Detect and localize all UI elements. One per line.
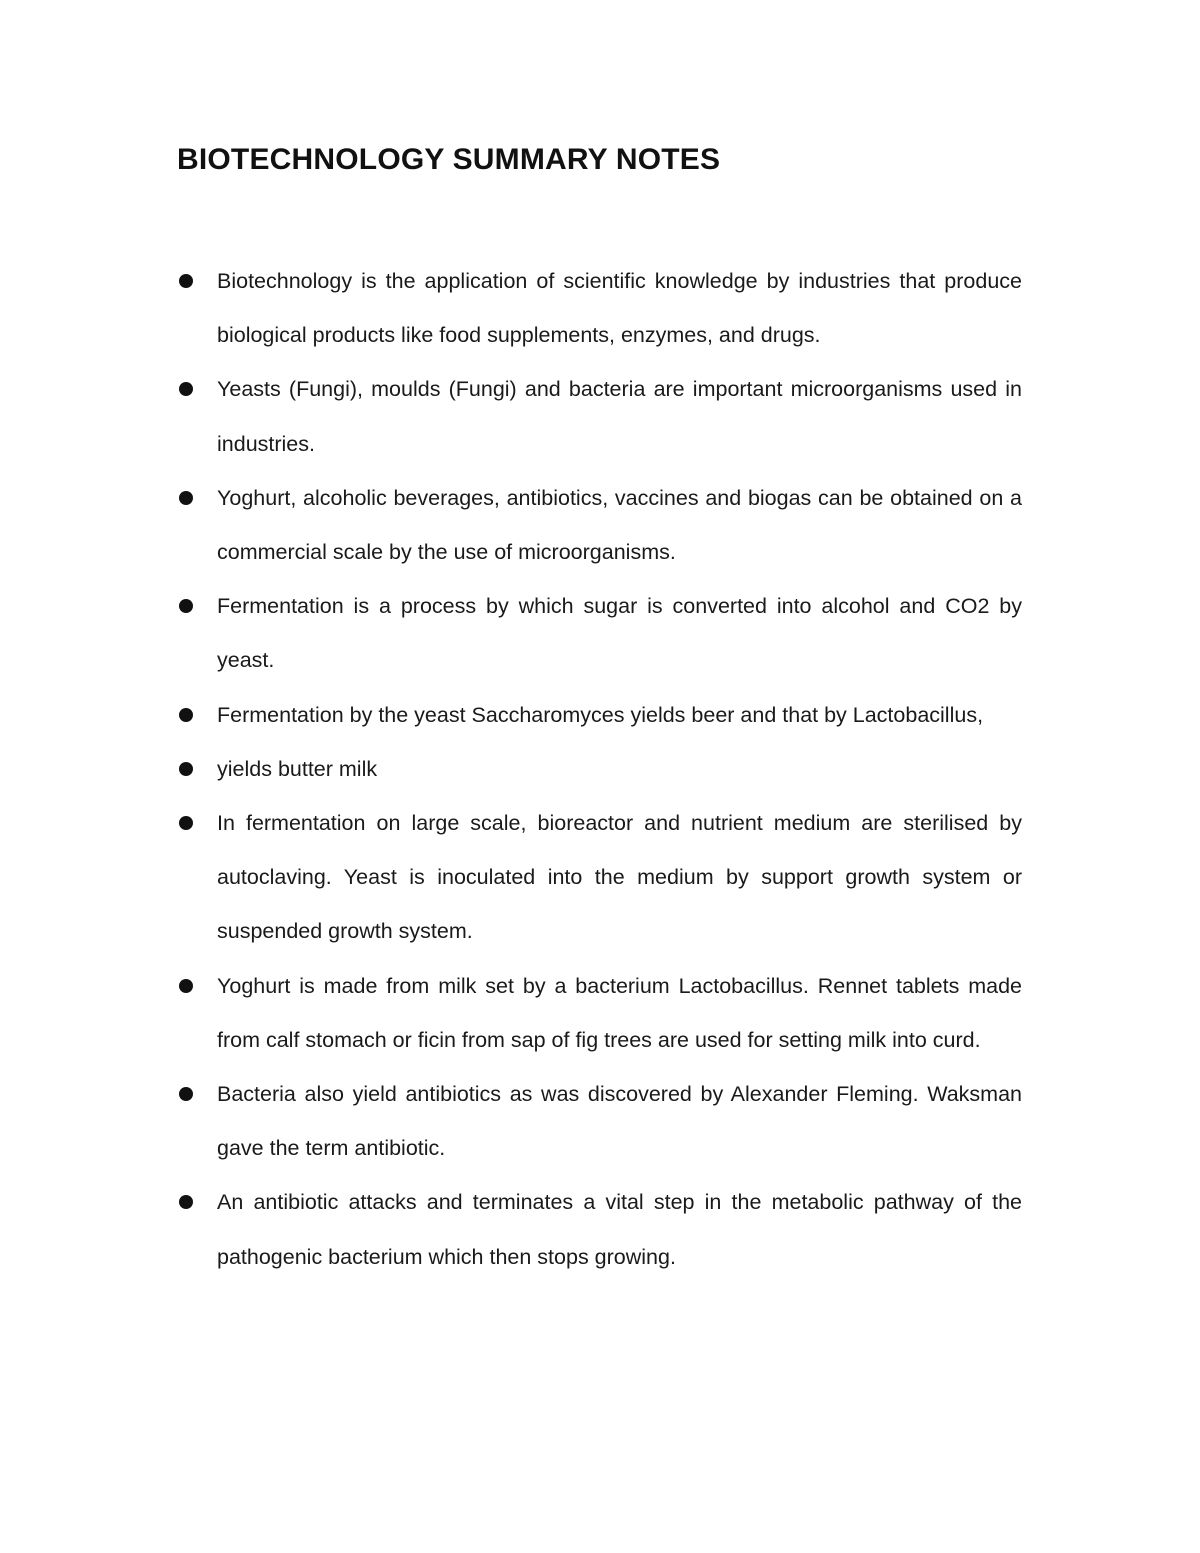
note-text: An antibiotic attacks and terminates a vital step in the metabolic pathway of the pathogenic bacterium which then stops growing. <box>217 1190 1022 1269</box>
list-item <box>0 1175 1022 1283</box>
list-item <box>0 688 1022 742</box>
bullet-dot-icon <box>179 274 193 288</box>
bullet-dot-icon <box>179 382 193 396</box>
list-item <box>0 959 1022 1067</box>
note-text: Fermentation by the yeast Saccharomyces yields beer and that by Lactobacillus, <box>217 702 984 727</box>
list-item <box>0 471 1022 579</box>
bullet-dot-icon <box>179 708 193 722</box>
note-text: Fermentation is a process by which sugar is converted into alcohol and CO2 by yeast. <box>217 594 1022 673</box>
bullet-dot-icon <box>179 762 193 776</box>
list-item <box>0 796 1022 959</box>
bullet-dot-icon <box>179 1195 193 1209</box>
list-item <box>0 254 1022 362</box>
note-text: Biotechnology is the application of scientific knowledge by industries that produce biological products like food supplements, enzymes, and drugs. <box>217 269 1022 348</box>
bullet-dot-icon <box>179 979 193 993</box>
list-item <box>0 1067 1022 1175</box>
note-text: yields butter milk <box>217 756 378 781</box>
bullet-dot-icon <box>179 491 193 505</box>
note-text: Yoghurt, alcoholic beverages, antibiotics, vaccines and biogas can be obtained on a commercial scale by the use of microorganisms. <box>217 485 1022 565</box>
bullet-dot-icon <box>179 816 193 830</box>
list-item <box>0 579 1022 687</box>
notes-list <box>0 254 1200 1284</box>
list-item <box>0 742 1022 796</box>
list-item <box>0 362 1022 470</box>
bullet-dot-icon <box>179 599 193 613</box>
note-text: Yoghurt is made from milk set by a bacterium Lactobacillus. Rennet tablets made from calf stomach or ficin from sap of fig trees are used for setting milk into curd. <box>217 973 1022 1052</box>
note-text: Yeasts (Fungi), moulds (Fungi) and bacteria are important microorganisms used in industries. <box>217 377 1022 456</box>
note-text: Bacteria also yield antibiotics as was discovered by Alexander Fleming. Waksman gave the term antibiotic. <box>217 1082 1022 1161</box>
note-text: In fermentation on large scale, bioreactor and nutrient medium are sterilised by autoclaving. Yeast is inoculated into the medium by support growth system or suspended growth system. <box>217 811 1022 944</box>
page-title: BIOTECHNOLOGY SUMMARY NOTES <box>177 143 721 176</box>
bullet-dot-icon <box>179 1087 193 1101</box>
